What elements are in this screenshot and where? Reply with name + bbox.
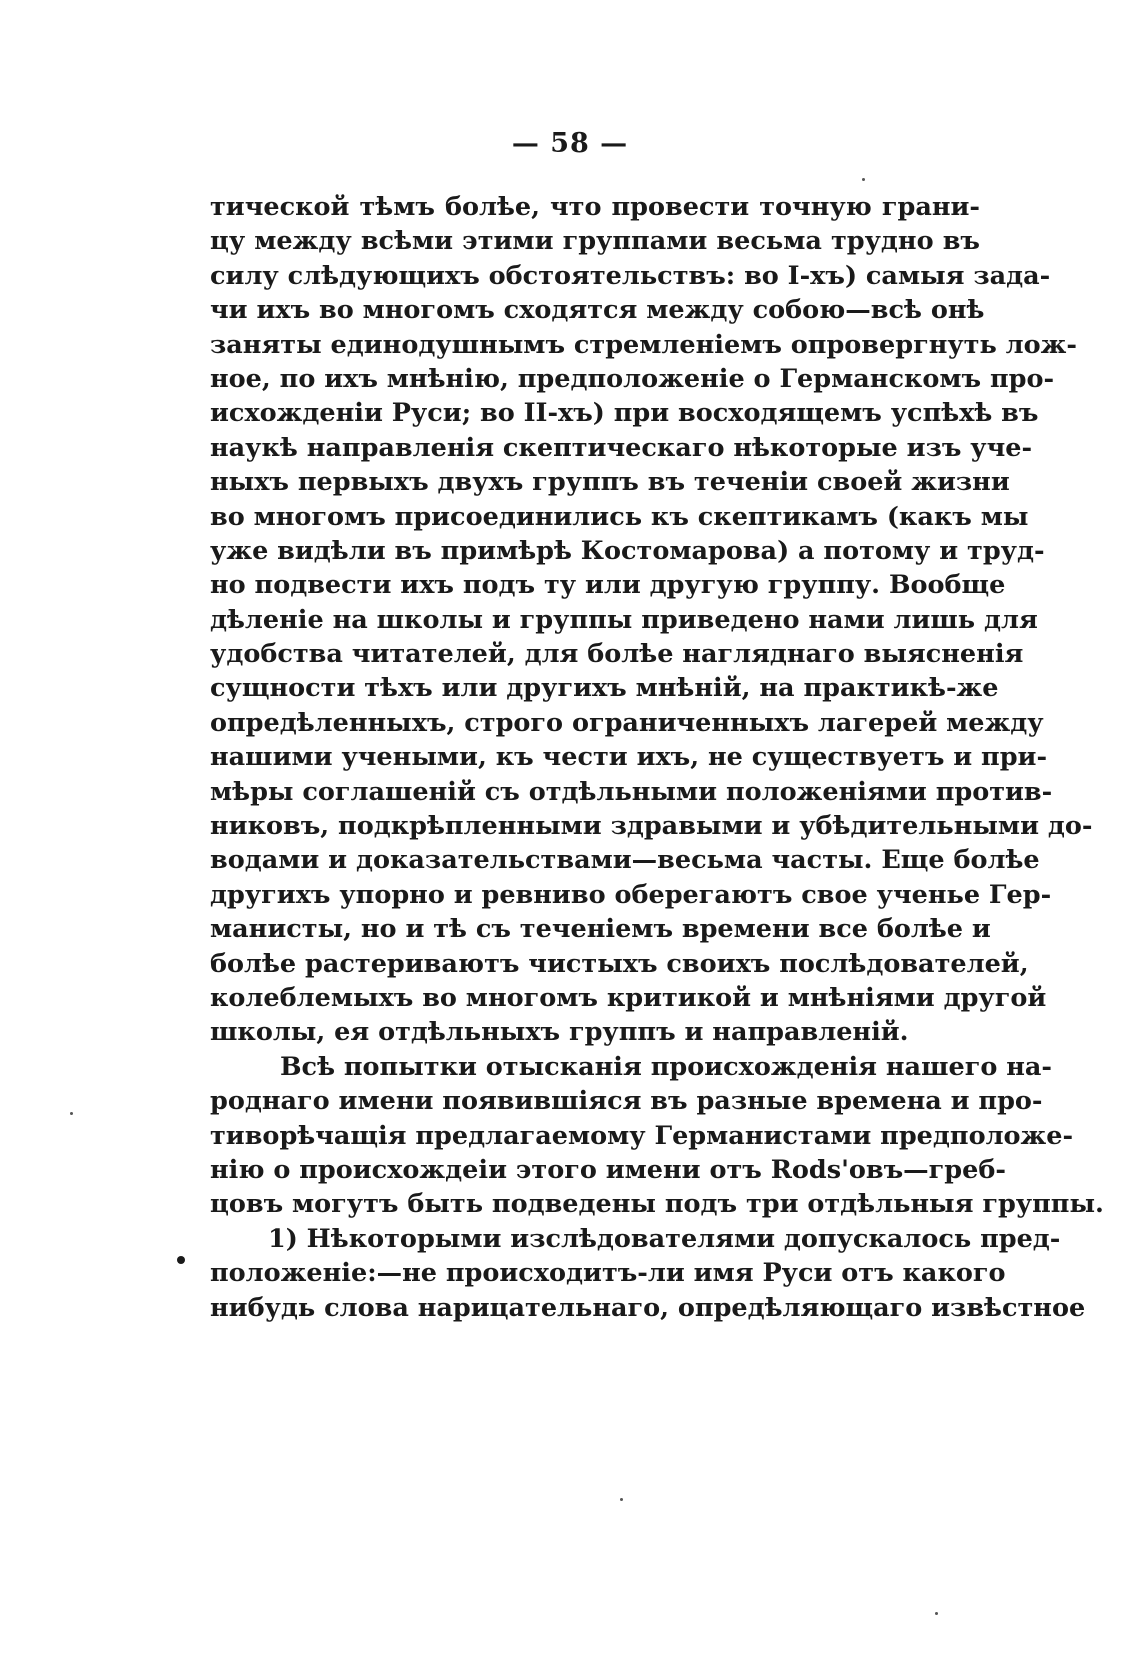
text-line: манисты, но и тѣ съ теченіемъ времени все болѣе и — [210, 914, 991, 945]
text-line: роднаго имени появившіяся въ разные времена и про- — [210, 1086, 1043, 1117]
text-line: наукѣ направленія скептическаго нѣкоторые изъ уче- — [210, 432, 1033, 463]
text-line: ное, по ихъ мнѣнію, предположеніе о Германскомъ про- — [210, 363, 1055, 394]
text-line: колеблемыхъ во многомъ критикой и мнѣніями другой — [210, 982, 1047, 1013]
paragraph-start-line: 1) Нѣкоторыми изслѣдователями допускалось пред- — [268, 1223, 1061, 1254]
text-line: тической тѣмъ болѣе, что провести точную грани- — [210, 192, 980, 222]
text-line: дѣленіе на школы и группы приведено нами лишь для — [210, 604, 1038, 635]
paper-speck — [862, 178, 865, 181]
text-line: сущности тѣхъ или другихъ мнѣній, на практикѣ-же — [210, 673, 999, 704]
text-line: силу слѣдующихъ обстоятельствъ: во I-хъ) самыя зада- — [210, 260, 1051, 291]
text-line: болѣе растериваютъ чистыхъ своихъ послѣдователей, — [210, 948, 1029, 979]
paper-speck — [70, 1112, 73, 1115]
text-line: исхожденіи Руси; во II-хъ) при восходящемъ успѣхѣ въ — [210, 398, 1039, 429]
paper-speck — [935, 1612, 938, 1615]
text-line: удобства читателей, для болѣе нагляднаго выясненія — [210, 639, 1024, 670]
text-line: никовъ, подкрѣпленными здравыми и убѣдительными до- — [210, 811, 1093, 842]
text-line: положеніе:—не происходитъ-ли имя Руси отъ какого — [210, 1258, 1006, 1289]
text-line: нибудь слова нарицательнаго, опредѣляющаго извѣстное — [210, 1292, 1086, 1323]
text-line: нію о происхождеіи этого имени отъ Rods'овъ—греб- — [210, 1154, 1006, 1185]
paper-speck — [620, 1498, 623, 1501]
text-line: нашими учеными, къ чести ихъ, не существуетъ и при- — [210, 742, 1048, 773]
text-line: ныхъ первыхъ двухъ группъ въ теченіи своей жизни — [210, 467, 1010, 498]
text-line: опредѣленныхъ, строго ограниченныхъ лагерей между — [210, 707, 1044, 738]
text-line: цу между всѣми этими группами весьма трудно въ — [210, 226, 980, 257]
text-line: другихъ упорно и ревниво оберегаютъ свое ученье Гер- — [210, 879, 1052, 910]
text-line: во многомъ присоединились къ скептикамъ (какъ мы — [210, 501, 1029, 532]
text-line: чи ихъ во многомъ сходятся между собою—всѣ онѣ — [210, 295, 985, 326]
text-line: уже видѣли въ примѣрѣ Костомарова) а потому и труд- — [210, 535, 1045, 566]
paragraph-end-line: школы, ея отдѣльныхъ группъ и направленій. — [210, 1017, 909, 1048]
text-line: тиворѣчащія предлагаемому Германистами предположе- — [210, 1120, 1074, 1151]
margin-dot — [177, 1256, 185, 1264]
page-number: — 58 — — [511, 128, 629, 159]
text-line: водами и доказательствами—весьма часты. Еще болѣе — [210, 845, 1040, 876]
text-line: мѣры соглашеній съ отдѣльными положеніями против- — [210, 776, 1053, 807]
paragraph-end-line: цовъ могутъ быть подведены подъ три отдѣльныя группы. — [210, 1189, 1104, 1220]
body-text — [210, 190, 1104, 1325]
text-line: заняты единодушнымъ стремленіемъ опровергнуть лож- — [210, 329, 1077, 360]
paragraph-start-line: Всѣ попытки отысканія происхожденія нашего на- — [280, 1051, 1052, 1082]
text-line: но подвести ихъ подъ ту или другую группу. Вообще — [210, 570, 1006, 601]
